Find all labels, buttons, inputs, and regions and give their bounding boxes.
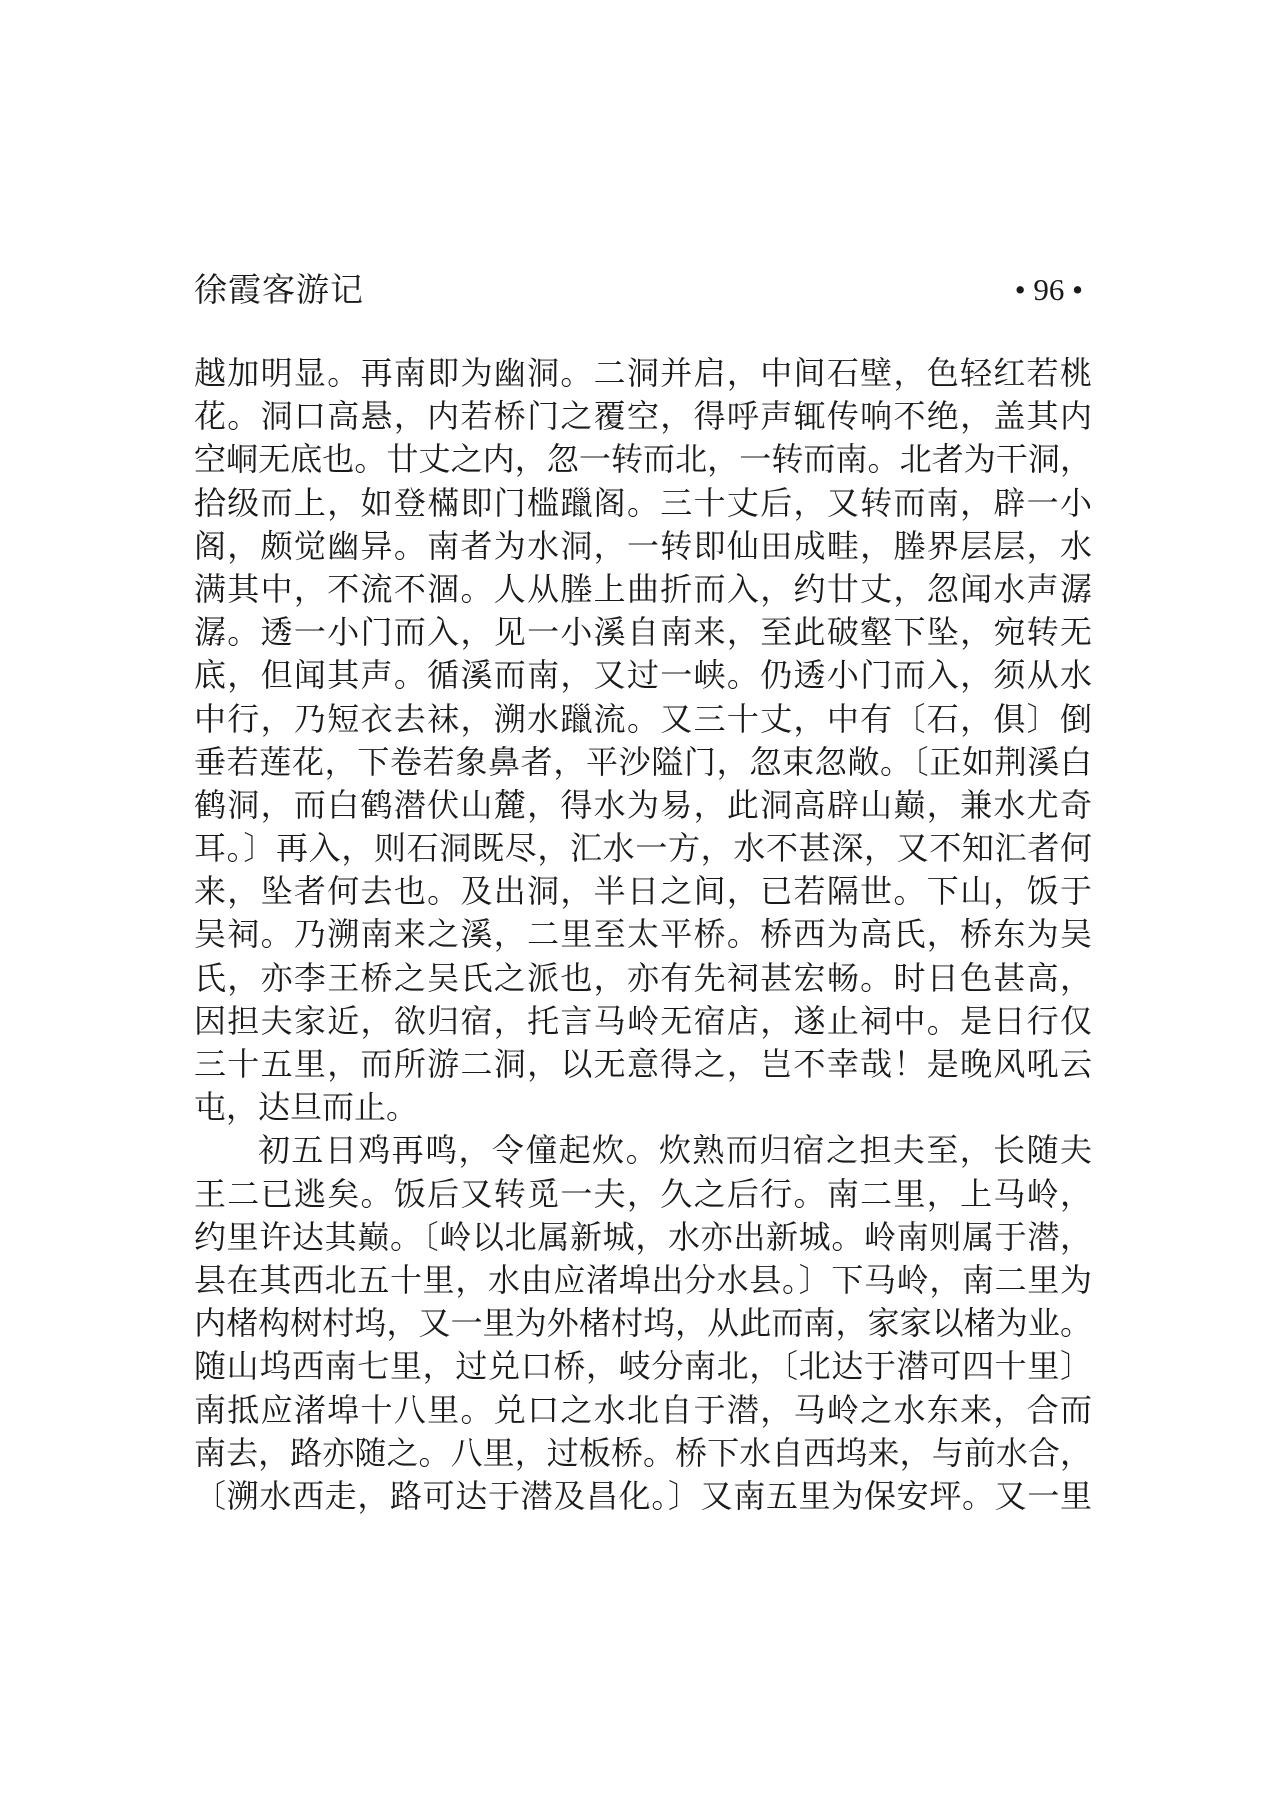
body-text	[194, 352, 1092, 1518]
text-line: 〔溯水西走，路可达于潜及昌化。〕又南五里为保安坪。又一里	[194, 1476, 1092, 1515]
text-line: 花。洞口高悬，内若桥门之覆空，得呼声辄传响不绝，盖其内	[194, 397, 1092, 436]
page-number: • 96 •	[1014, 272, 1083, 307]
text-line: 南去，路亦随之。八里，过板桥。桥下水自西坞来，与前水合，	[194, 1433, 1092, 1472]
paragraph-start-line: 初五日鸡再鸣，令僮起炊。炊熟而归宿之担夫至，长随夫	[258, 1131, 1092, 1170]
text-line: 因担夫家近，欲归宿，托言马岭无宿店，遂止祠中。是日行仅	[194, 1001, 1092, 1040]
text-line: 吴祠。乃溯南来之溪，二里至太平桥。桥西为高氏，桥东为吴	[194, 915, 1092, 954]
text-line: 垂若莲花，下卷若象鼻者，平沙隘门，忽束忽敞。〔正如荆溪白	[194, 742, 1092, 781]
text-line: 三十五里，而所游二洞，以无意得之，岂不幸哉！是晚风吼云	[194, 1045, 1092, 1083]
text-line: 县在其西北五十里，水由应渚埠出分水县。〕下马岭，南二里为	[194, 1260, 1092, 1299]
text-line: 王二已逃矣。饭后又转觅一夫，久之后行。南二里，上马岭，	[194, 1174, 1092, 1213]
running-head	[194, 268, 1083, 312]
text-line: 内楮构树村坞，又一里为外楮村坞，从此而南，家家以楮为业。	[194, 1304, 1092, 1343]
book-title: 徐霞客游记	[194, 270, 364, 309]
text-line: 来，坠者何去也。及出洞，半日之间，已若隔世。下山，饭于	[194, 872, 1092, 911]
text-line: 南抵应渚埠十八里。兑口之水北自于潜，马岭之水东来，合而	[194, 1390, 1092, 1429]
text-line: 氏，亦李王桥之吴氏之派也，亦有先祠甚宏畅。时日色甚高，	[194, 958, 1092, 997]
text-line: 潺。透一小门而入，见一小溪自南来，至此破壑下坠，宛转无	[194, 613, 1092, 652]
text-line: 阁，颇觉幽异。南者为水洞，一转即仙田成畦，塍界层层，水	[194, 526, 1092, 565]
text-line: 空峒无底也。廿丈之内，忽一转而北，一转而南。北者为干洞，	[194, 440, 1092, 479]
text-line: 鹤洞，而白鹤潜伏山麓，得水为易，此洞高辟山巅，兼水尤奇	[194, 785, 1092, 824]
text-line: 随山坞西南七里，过兑口桥，岐分南北，〔北达于潜可四十里〕	[194, 1347, 1092, 1386]
text-line: 拾级而上，如登樠即门槛躐阁。三十丈后，又转而南，辟一小	[194, 483, 1092, 522]
text-line: 满其中，不流不涸。人从塍上曲折而入，约廿丈，忽闻水声潺	[194, 569, 1092, 608]
text-line: 约里许达其巅。〔岭以北属新城，水亦出新城。岭南则属于潜，	[194, 1217, 1092, 1256]
text-line: 中行，乃短衣去袜，溯水躐流。又三十丈，中有〔石，俱〕倒	[194, 699, 1092, 738]
paragraph-end-line: 屯，达旦而止。	[194, 1088, 419, 1127]
text-line: 耳。〕再入，则石洞既尽，汇水一方，水不甚深，又不知汇者何	[194, 829, 1092, 868]
text-line: 底，但闻其声。循溪而南，又过一峡。仍透小门而入，须从水	[194, 656, 1092, 695]
text-line: 越加明显。再南即为幽洞。二洞并启，中间石壁，色轻红若桃	[194, 354, 1092, 392]
